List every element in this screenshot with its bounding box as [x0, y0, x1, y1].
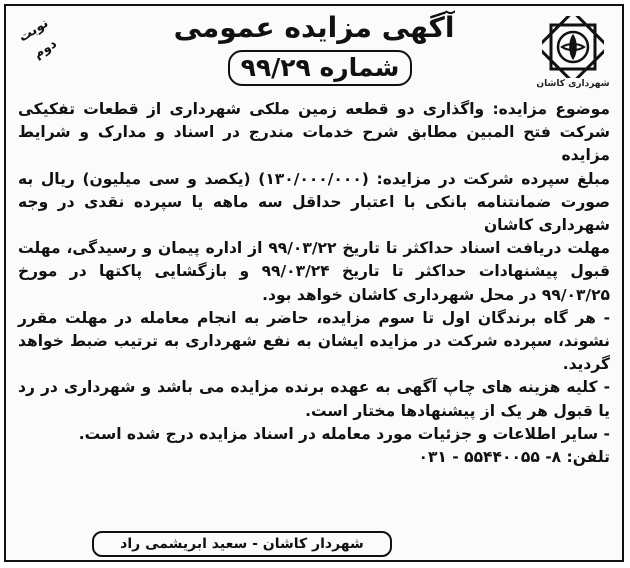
- phone-number: تلفن: ۸- ۵۵۴۴۰۰۵۵ - ۰۳۱: [418, 448, 610, 467]
- page-title: آگهی مزایده عمومی: [173, 11, 455, 44]
- mayor-signature: شهردار کاشان - سعید ابریشمی راد: [92, 531, 392, 557]
- rule-costs-paragraph: - کلیه هزینه های چاپ آگهی به عهده برنده مزایده می باشد و شهرداری در رد یا قبول هر یک از پیشنهادها مختار است.: [18, 378, 610, 420]
- deadline-paragraph: مهلت دریافت اسناد حداکثر تا تاریخ ۹۹/۰۳/۲۲ از اداره پیمان و رسیدگی، مهلت قبول پیشنهادات حداکثر تا تاریخ ۹۹/۰۳/۲۴ و بازگشایی پاکتها در مورخ ۹۹/۰۳/۲۵ در محل شهرداری کاشان خواهد بود.: [18, 239, 610, 304]
- header: [6, 6, 622, 102]
- rule-details-paragraph: - سایر اطلاعات و جزئیات مورد معامله در اسناد مزایده درج شده است.: [78, 424, 610, 443]
- municipality-logo-icon: [542, 16, 604, 78]
- logo-caption: شهرداری کاشان: [536, 79, 610, 89]
- advertisement-frame: [4, 4, 624, 562]
- rule-forfeit-paragraph: - هر گاه برندگان اول تا سوم مزایده، حاضر به انجام معامله در مهلت مقرر نشوند، سپرده شرکت در مزایده ایشان به نفع شهرداری به ترتیب ضبط خواهد گردید.: [18, 308, 610, 374]
- subject-paragraph: موضوع مزایده: واگذاری دو قطعه زمین ملکی شهرداری از قطعات تفکیکی شرکت فتح المبین مطابق شرح خدمات مندرج در اسناد و مدارک و شرایط مزایده: [18, 100, 610, 165]
- deposit-paragraph: مبلغ سپرده شرکت در مزایده: (۱۳۰/۰۰۰/۰۰۰) (یکصد و سی میلیون) ریال به صورت ضمانتنامه بانکی با اعتبار حداقل سه ماهه یا سپرده نقدی در وجه شهرداری کاشان: [18, 169, 610, 235]
- announcement-number: شماره ۹۹/۲۹: [228, 50, 412, 86]
- edition-badge: نوبت دوم: [16, 15, 60, 63]
- advertisement-body: [18, 98, 610, 469]
- municipality-logo: [534, 16, 612, 96]
